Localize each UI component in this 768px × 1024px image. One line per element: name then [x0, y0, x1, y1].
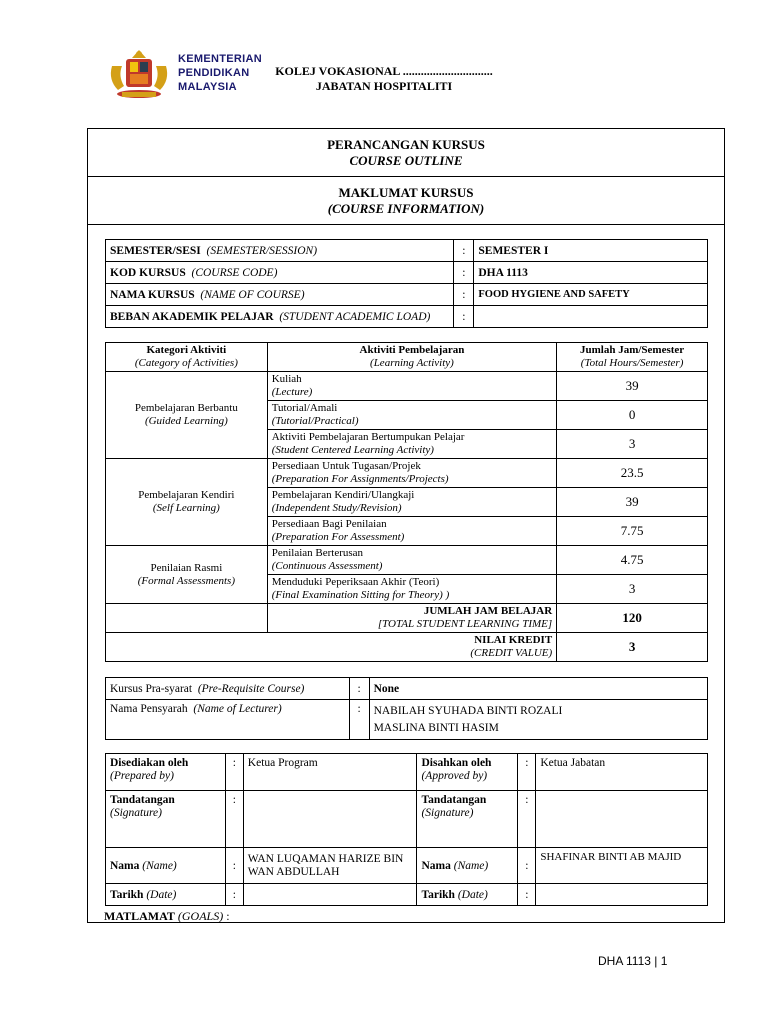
outline-title-en: COURSE OUTLINE	[349, 153, 463, 168]
credit-label: NILAI KREDIT (CREDIT VALUE)	[106, 633, 557, 662]
prepared-label: Disediakan oleh (Prepared by)	[106, 754, 226, 791]
approved-label: Disahkan oleh (Approved by)	[417, 754, 518, 791]
frame-divider	[87, 176, 725, 177]
info-title-en: (COURSE INFORMATION)	[327, 201, 485, 216]
header-activity: Aktiviti Pembelajaran (Learning Activity)	[267, 343, 556, 372]
activity-cell: Aktiviti Pembelajaran Bertumpukan Pelajar (Student Centered Learning Activity)	[267, 430, 556, 459]
total-label: JUMLAH JAM BELAJAR [TOTAL STUDENT LEARNING TIME]	[267, 604, 556, 633]
ministry-line-1: KEMENTERIAN	[178, 53, 262, 65]
colon: :	[518, 848, 536, 884]
colon: :	[454, 240, 474, 262]
credit-row	[106, 633, 708, 662]
info-label: SEMESTER/SESI (SEMESTER/SESSION)	[106, 240, 454, 262]
prerequisite-table	[105, 677, 708, 740]
colon: :	[225, 754, 243, 791]
hours-cell: 0	[557, 401, 708, 430]
category-self: Pembelajaran Kendiri (Self Learning)	[106, 459, 268, 546]
activity-cell: Kuliah (Lecture)	[267, 372, 556, 401]
hours-cell: 7.75	[557, 517, 708, 546]
colon: :	[225, 884, 243, 906]
total-value: 120	[557, 604, 708, 633]
outline-title-bm: PERANCANGAN KURSUS	[327, 137, 485, 152]
prepared-value: Ketua Program	[243, 754, 417, 791]
info-title-bm: MAKLUMAT KURSUS	[338, 185, 474, 200]
lecturer-names: NABILAH SYUHADA BINTI ROZALI MASLINA BINTI HASIM	[369, 700, 707, 740]
table-row	[106, 884, 708, 906]
frame-divider	[87, 224, 725, 225]
hours-cell: 3	[557, 575, 708, 604]
signature-label: Tandatangan (Signature)	[106, 791, 226, 848]
name-label: Nama (Name)	[106, 848, 226, 884]
prereq-value: None	[369, 678, 707, 700]
header-category: Kategori Aktiviti (Category of Activities)	[106, 343, 268, 372]
table-row	[106, 459, 708, 488]
prepared-signature-field	[243, 791, 417, 848]
info-label: BEBAN AKADEMIK PELAJAR (STUDENT ACADEMIC LOAD)	[106, 306, 454, 328]
outline-title	[87, 137, 725, 169]
activity-cell: Tutorial/Amali (Tutorial/Practical)	[267, 401, 556, 430]
table-row	[106, 546, 708, 575]
course-info-table	[105, 239, 708, 328]
approved-date-field	[536, 884, 708, 906]
info-value: DHA 1113	[474, 262, 708, 284]
info-value: FOOD HYGIENE AND SAFETY	[474, 284, 708, 306]
table-row	[106, 306, 708, 328]
signoff-table	[105, 753, 708, 906]
empty-cell	[106, 604, 268, 633]
goals-heading: MATLAMAT (GOALS) :	[104, 909, 230, 923]
approved-signature-field	[536, 791, 708, 848]
activity-table	[105, 342, 708, 662]
info-title	[87, 185, 725, 217]
activity-cell: Menduduki Peperiksaan Akhir (Teori) (Final Examination Sitting for Theory) )	[267, 575, 556, 604]
ministry-line-3: MALAYSIA	[178, 81, 237, 93]
table-row	[106, 700, 708, 740]
colon: :	[518, 884, 536, 906]
credit-value: 3	[557, 633, 708, 662]
hours-cell: 4.75	[557, 546, 708, 575]
approved-value: Ketua Jabatan	[536, 754, 708, 791]
name-label: Nama (Name)	[417, 848, 518, 884]
hours-cell: 39	[557, 372, 708, 401]
lecturer-label: Nama Pensyarah (Name of Lecturer)	[106, 700, 350, 740]
table-row	[106, 240, 708, 262]
hours-cell: 3	[557, 430, 708, 459]
prepared-date-field	[243, 884, 417, 906]
header-hours: Jumlah Jam/Semester (Total Hours/Semester)	[557, 343, 708, 372]
colon: :	[225, 791, 243, 848]
signature-label: Tandatangan (Signature)	[417, 791, 518, 848]
table-row	[106, 678, 708, 700]
activity-cell: Penilaian Berterusan (Continuous Assessment)	[267, 546, 556, 575]
info-value	[474, 306, 708, 328]
info-value: SEMESTER I	[474, 240, 708, 262]
date-label: Tarikh (Date)	[417, 884, 518, 906]
colon: :	[518, 791, 536, 848]
hours-cell: 39	[557, 488, 708, 517]
colon: :	[349, 678, 369, 700]
table-row	[106, 754, 708, 791]
department-name: JABATAN HOSPITALITI	[315, 79, 453, 93]
prepared-name: WAN LUQAMAN HARIZE BIN WAN ABDULLAH	[243, 848, 417, 884]
colon: :	[454, 306, 474, 328]
info-label: NAMA KURSUS (NAME OF COURSE)	[106, 284, 454, 306]
table-header-row	[106, 343, 708, 372]
prereq-label: Kursus Pra-syarat (Pre-Requisite Course)	[106, 678, 350, 700]
total-row	[106, 604, 708, 633]
approved-name: SHAFINAR BINTI AB MAJID	[536, 848, 708, 884]
colon: :	[518, 754, 536, 791]
table-row	[106, 372, 708, 401]
colon: :	[454, 262, 474, 284]
colon: :	[225, 848, 243, 884]
date-label: Tarikh (Date)	[106, 884, 226, 906]
page-number: DHA 1113 | 1	[598, 954, 668, 968]
activity-cell: Pembelajaran Kendiri/Ulangkaji (Independent Study/Revision)	[267, 488, 556, 517]
info-label: KOD KURSUS (COURSE CODE)	[106, 262, 454, 284]
ministry-line-2: PENDIDIKAN	[178, 67, 250, 79]
table-row	[106, 848, 708, 884]
activity-cell: Persediaan Untuk Tugasan/Projek (Preparation For Assignments/Projects)	[267, 459, 556, 488]
table-row	[106, 791, 708, 848]
hours-cell: 23.5	[557, 459, 708, 488]
category-guided: Pembelajaran Berbantu (Guided Learning)	[106, 372, 268, 459]
category-formal: Penilaian Rasmi (Formal Assessments)	[106, 546, 268, 604]
activity-cell: Persediaan Bagi Penilaian (Preparation For Assessment)	[267, 517, 556, 546]
college-name: KOLEJ VOKASIONAL ..............................	[275, 64, 493, 78]
colon: :	[349, 700, 369, 740]
table-row	[106, 262, 708, 284]
colon: :	[454, 284, 474, 306]
table-row	[106, 284, 708, 306]
